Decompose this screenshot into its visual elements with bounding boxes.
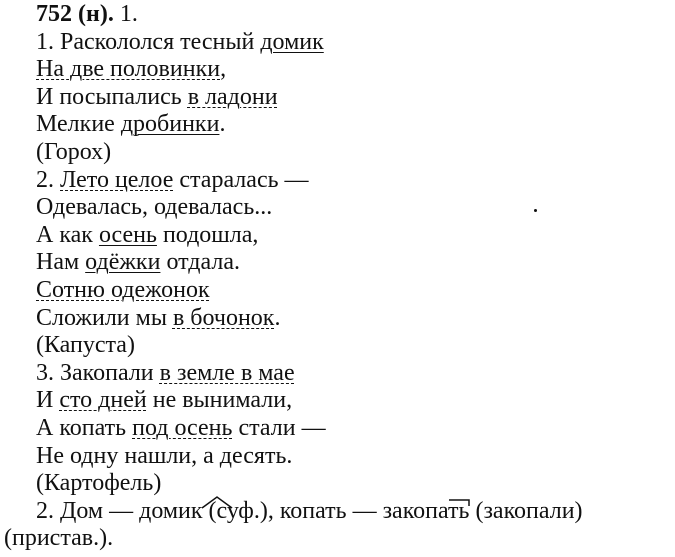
riddle-1-line-1: [36, 28, 324, 56]
text-segment: стали —: [232, 415, 326, 441]
text-segment: И посыпались: [36, 84, 188, 110]
text-segment: .: [219, 111, 226, 137]
text-segment: ,: [220, 56, 227, 82]
riddle-2-line-2: [36, 193, 272, 221]
part-2-line-2: (пристав.).: [4, 525, 114, 551]
text-segment: Не одну нашли, а десять.: [36, 443, 293, 469]
dashed-underlined-phrase: На две половинки: [36, 56, 221, 82]
stray-ink-dot: [534, 209, 537, 212]
text-segment: Мелкие: [36, 111, 121, 137]
riddle-3-line-4: [36, 442, 292, 470]
riddle-3-line-2: [36, 386, 292, 414]
dashed-underlined-phrase: под осень: [132, 415, 233, 441]
text-segment: 3. Закопали: [36, 360, 160, 386]
text-segment: 2.: [36, 167, 60, 193]
riddle-3-line-1: [36, 359, 295, 387]
text-segment: А копать: [36, 415, 133, 441]
text-segment: Сложили мы: [36, 305, 173, 331]
dashed-underlined-phrase: Лето целое: [60, 167, 174, 193]
dashed-underlined-phrase: в земле в мае: [159, 360, 295, 386]
riddle-3-answer: (Картофель): [36, 470, 162, 496]
riddle-2-line-5: [36, 276, 210, 304]
text-segment: Одевалась, одевалась...: [36, 194, 273, 220]
underlined-word: дробинки: [120, 111, 220, 137]
riddle-1-line-2: [36, 55, 226, 83]
riddle-1-line-4: [36, 110, 225, 138]
text-segment: 1. Раскололся тесный: [36, 29, 261, 55]
riddle-1-line-3: [36, 83, 278, 111]
riddle-2-line-4: [36, 248, 240, 276]
text-segment: И: [36, 387, 60, 413]
dashed-underlined-phrase: Сотню одежонок: [36, 277, 210, 303]
exercise-header: [36, 0, 138, 28]
text-segment: А как: [36, 222, 99, 248]
prefix-corner-mark: [448, 498, 470, 506]
text-segment: отдала.: [160, 249, 240, 275]
riddle-2-line-1: [36, 166, 309, 194]
part-2-line-1: 2. Дом — домик (суф.), копать — закопать (закопали): [36, 498, 583, 524]
riddle-2-line-6: [36, 304, 280, 332]
text-segment: не вынимали,: [146, 387, 293, 413]
dashed-underlined-phrase: в бочонок: [172, 305, 275, 331]
riddle-2-answer: (Капуста): [36, 332, 135, 358]
dashed-underlined-phrase: сто дней: [59, 387, 147, 413]
riddle-1-answer: (Горох): [36, 139, 112, 165]
text-segment: .: [274, 305, 281, 331]
underlined-word: осень: [98, 222, 157, 248]
text-segment: старалась —: [173, 167, 309, 193]
riddle-2-line-3: [36, 221, 258, 249]
text-segment: подошла,: [156, 222, 259, 248]
text-segment: Нам: [36, 249, 86, 275]
exercise-part: 1.: [113, 1, 138, 27]
underlined-word: домик: [260, 29, 324, 55]
dashed-underlined-phrase: в ладони: [187, 84, 278, 110]
suffix-arc-mark: [200, 495, 234, 509]
exercise-number: 752 (н).: [36, 1, 114, 27]
underlined-word: одёжки: [85, 249, 161, 275]
riddle-3-line-3: [36, 414, 326, 442]
